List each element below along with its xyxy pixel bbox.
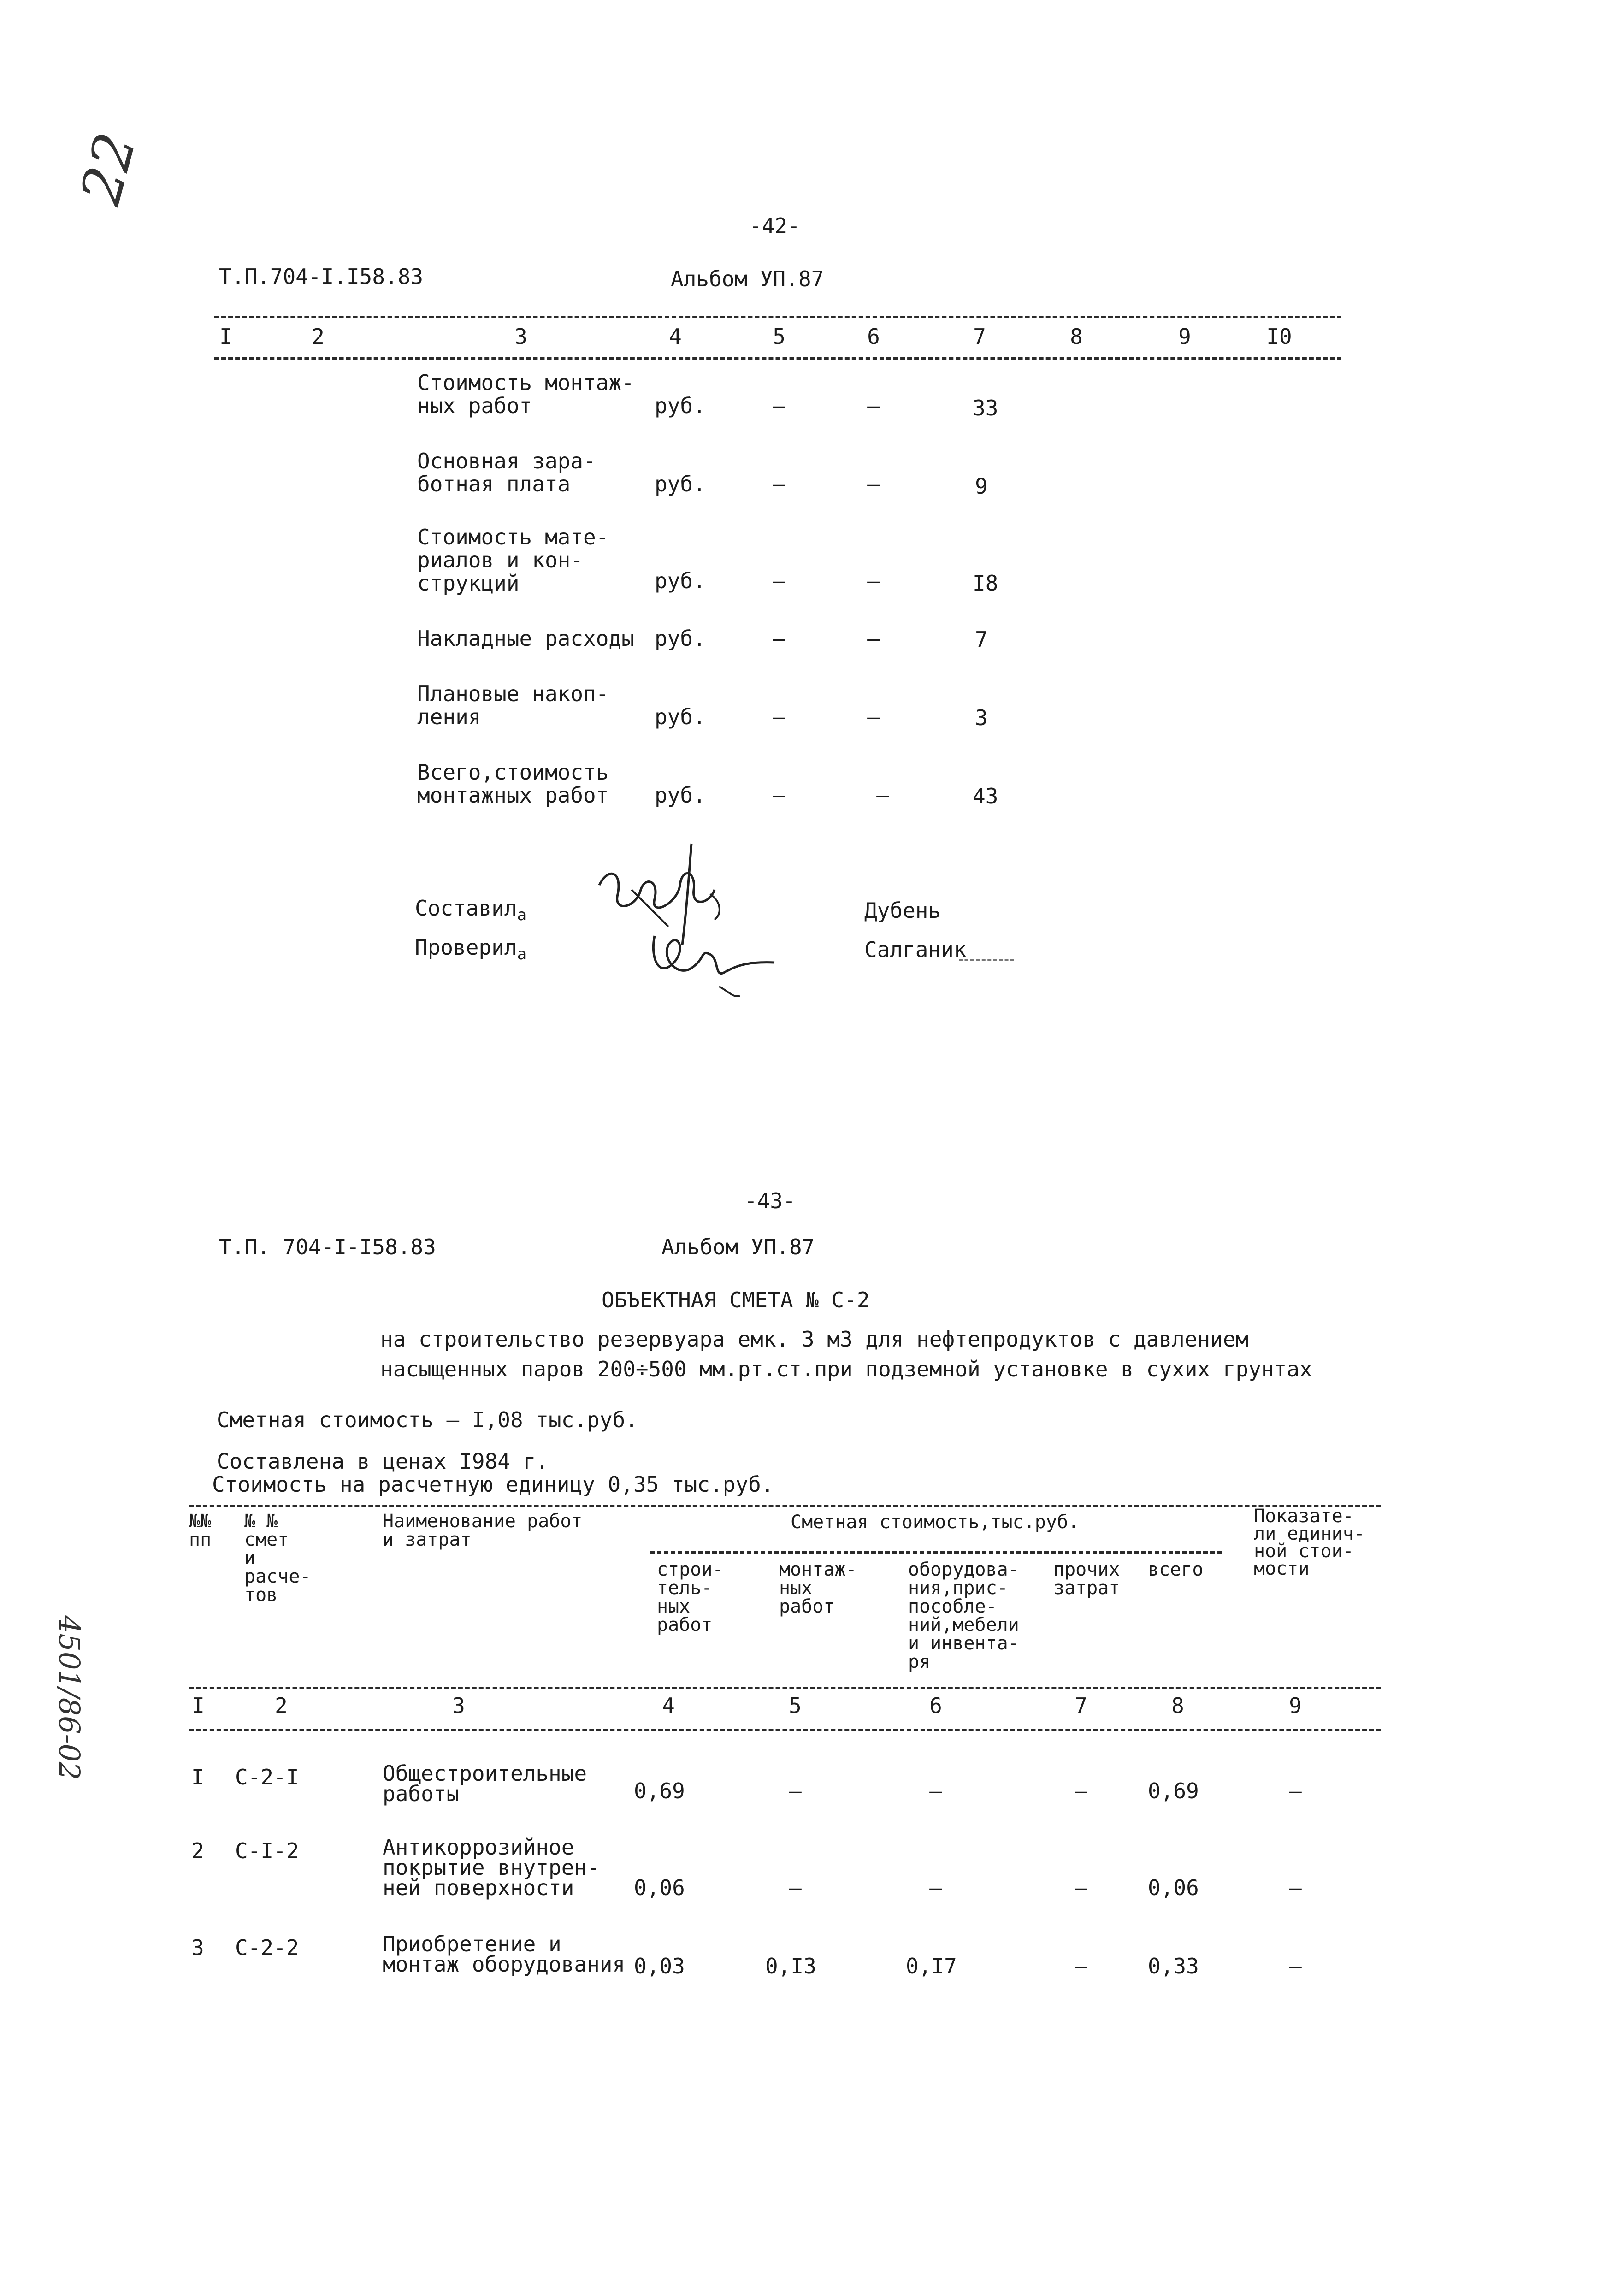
page43-header-col3: Наименование работ и затрат [383, 1511, 583, 1550]
page42-row-3-unit: руб. [655, 568, 706, 593]
page43-row-2-col9: – [1289, 1875, 1302, 1900]
page43-project-code: Т.П. 704-I-I58.83 [219, 1235, 436, 1259]
checked-by-label [415, 936, 526, 963]
page42-row-4-col7: 7 [975, 627, 988, 652]
page43-row-3-ref: С-2-2 [235, 1935, 299, 1960]
page43-row-3-no: 3 [191, 1935, 204, 1960]
page42-row-4-name: Накладные расходы [417, 626, 634, 651]
page42-row-5-name: Плановые накоп- ления [417, 681, 609, 729]
page43-row-2-col8: 0,06 [1148, 1875, 1199, 1900]
page42-header-col-3: 3 [514, 324, 527, 349]
page43-row-1-col7: – [1075, 1778, 1087, 1803]
page43-row-3-col4: 0,03 [634, 1954, 685, 1979]
checked-by-name: Салганик [864, 937, 967, 962]
page43-header-num-1: I [192, 1693, 205, 1718]
page43-header-num-5: 5 [789, 1693, 802, 1718]
page43-row-3-col8: 0,33 [1148, 1954, 1199, 1979]
checked-by-label-suffix: а [517, 945, 527, 963]
handwritten-signatures [581, 839, 802, 1005]
page42-row-1-col6: – [867, 393, 880, 418]
page42-row-5-col6: – [867, 704, 880, 729]
unit-cost: Стоимость на расчетную единицу 0,35 тыс.руб. [212, 1472, 774, 1497]
page42-row-5-col7: 3 [975, 705, 988, 730]
page43-row-3-col6: 0,I7 [906, 1954, 957, 1979]
page43-header-col5: монтаж- ных работ [779, 1559, 857, 1617]
page42-row-6-col5: – [773, 783, 785, 808]
page43-header-col9: Показате- ли единич- ной стои- мости [1254, 1506, 1365, 1579]
page42-row-5-col5: – [773, 704, 785, 729]
page43-header-num-6: 6 [929, 1693, 942, 1718]
page42-header-col-2: 2 [312, 324, 325, 349]
page43-row-3-col5: 0,I3 [765, 1954, 816, 1979]
page42-row-6-col7: 43 [973, 784, 998, 809]
page43-header-nums-rule-top [189, 1687, 1381, 1689]
page42-row-1-name: Стоимость монтаж- ных работ [417, 370, 634, 418]
page43-header-col4: строи- тель- ных работ [657, 1559, 724, 1636]
page42-header-col-8: 8 [1070, 324, 1083, 349]
page43-header-col1: №№ пп [189, 1511, 212, 1550]
page42-header-col-9: 9 [1178, 324, 1191, 349]
page43-row-1-ref: С-2-I [235, 1765, 299, 1790]
page43-album: Альбом УП.87 [661, 1235, 815, 1259]
page42-row-2-col5: – [773, 472, 785, 496]
checked-by-trailing-dashes [959, 959, 1014, 961]
estimated-cost: Сметная стоимость – I,08 тыс.руб. [217, 1407, 638, 1432]
page42-header-col-10: I0 [1266, 324, 1292, 349]
page42-row-1-col5: – [773, 393, 785, 418]
page42-row-2-col7: 9 [975, 474, 988, 499]
page43-header-col7: прочих затрат [1053, 1559, 1120, 1599]
page42-row-3-name: Стоимость мате- риалов и кон- струкций [417, 525, 609, 596]
compiled-by-label-suffix: а [517, 906, 527, 924]
page43-header-col6: оборудова- ния,прис- пособле- ний,мебели и инвента- ря [908, 1559, 1019, 1672]
page43-header-num-4: 4 [662, 1693, 675, 1718]
page43-row-2-name: Антикоррозийное покрытие внутрен- ней поверхности [383, 1835, 600, 1900]
page43-row-2-col6: – [929, 1875, 942, 1900]
page43-row-1-col5: – [789, 1778, 802, 1803]
page42-project-code: Т.П.704-I.I58.83 [219, 264, 424, 289]
page42-row-2-col6: – [867, 472, 880, 496]
page43-header-num-8: 8 [1171, 1693, 1184, 1718]
page43-row-1-col9: – [1289, 1778, 1302, 1803]
page43-header-group-rule [650, 1551, 1222, 1554]
page43-header-num-9: 9 [1289, 1693, 1302, 1718]
compiled-by-name: Дубень [864, 898, 941, 923]
page42-row-4-col6: – [867, 626, 880, 651]
prices-year: Составлена в ценах I984 г. [217, 1449, 549, 1474]
page42-row-3-col6: – [867, 568, 880, 593]
page42-header-col-1: I [219, 324, 232, 349]
page42-header-col-4: 4 [669, 324, 682, 349]
page43-header-num-3: 3 [452, 1693, 465, 1718]
page42-row-2-name: Основная зара- ботная плата [417, 449, 596, 496]
page42-row-6-unit: руб. [655, 783, 706, 808]
page43-header-col8: всего [1148, 1559, 1204, 1580]
page42-row-5-unit: руб. [655, 704, 706, 729]
page43-row-1-col8: 0,69 [1148, 1778, 1199, 1803]
compiled-by-label-text: Составил [415, 896, 517, 921]
page42-header-col-5: 5 [773, 324, 785, 349]
page43-row-3-col9: – [1289, 1954, 1302, 1979]
checked-by-label-text: Проверил [415, 935, 517, 960]
page42-row-2-unit: руб. [655, 472, 706, 496]
page42-row-3-col5: – [773, 568, 785, 593]
page43-row-3-col7: – [1075, 1954, 1087, 1979]
margin-note-top: 22 [68, 126, 149, 211]
estimate-subtitle-line1: на строительство резервуара емк. 3 м3 для нефтепродуктов с давлением [380, 1327, 1249, 1352]
page42-header-rule-top [214, 316, 1341, 318]
page43-header-num-7: 7 [1075, 1693, 1087, 1718]
page42-row-4-col5: – [773, 626, 785, 651]
compiled-by-label [415, 897, 526, 924]
page42-row-6-name: Всего,стоимость монтажных работ [417, 760, 609, 808]
page42-header-col-7: 7 [973, 324, 986, 349]
page43-header-nums-rule-bottom [189, 1729, 1381, 1731]
page43-row-1-col6: – [929, 1778, 942, 1803]
page42-header-col-6: 6 [867, 324, 880, 349]
page42-row-1-unit: руб. [655, 393, 706, 418]
page43-row-2-col4: 0,06 [634, 1875, 685, 1900]
page42-number: -42- [749, 213, 800, 238]
page43-row-1-name: Общестроительные работы [383, 1761, 587, 1806]
page43-header-col2: № № смет и расче- тов [244, 1511, 311, 1606]
page42-header-rule-bottom [214, 357, 1341, 360]
page43-row-2-col7: – [1075, 1875, 1087, 1900]
estimate-title: ОБЪЕКТНАЯ СМЕТА № С-2 [602, 1288, 870, 1312]
page42-row-4-unit: руб. [655, 626, 706, 651]
page42-row-3-col7: I8 [973, 571, 998, 596]
page43-header-num-2: 2 [275, 1693, 288, 1718]
estimate-subtitle-line2: насыщенных паров 200÷500 мм.рт.ст.при подземной установке в сухих грунтах [380, 1357, 1312, 1382]
page42-album: Альбом УП.87 [671, 266, 824, 291]
page43-row-3-name: Приобретение и монтаж оборудования [383, 1932, 626, 1977]
page43-row-2-col5: – [789, 1875, 802, 1900]
page42-row-1-col7: 33 [973, 396, 998, 420]
page43-row-1-col4: 0,69 [634, 1778, 685, 1803]
page43-row-2-no: 2 [191, 1838, 204, 1863]
page43-header-group: Сметная стоимость,тыс.руб. [791, 1512, 1080, 1533]
page43-row-2-ref: С-I-2 [235, 1838, 299, 1863]
page43-row-1-no: I [191, 1765, 204, 1790]
page42-row-6-col6: – [876, 783, 889, 808]
page43-header-rule-top [189, 1505, 1381, 1507]
margin-note-side: 4501/86-02 [53, 1615, 87, 1780]
page43-number: -43- [744, 1188, 796, 1213]
